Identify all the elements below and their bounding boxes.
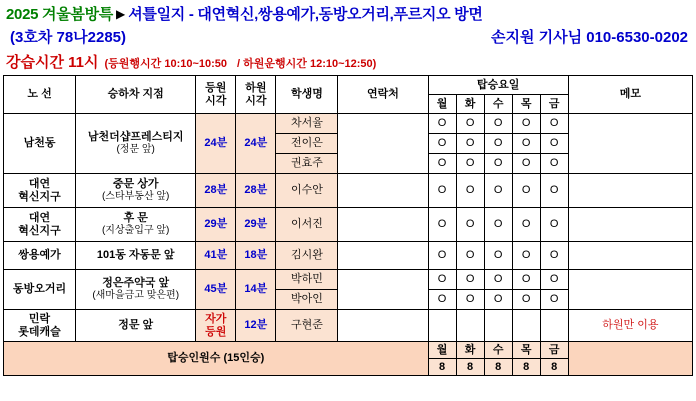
footer-day-mon: 월 xyxy=(428,342,456,359)
cell-route-l1: 대연 xyxy=(28,211,51,224)
lesson-time: 강습시간 11시 xyxy=(6,54,99,71)
cell-stop xyxy=(76,174,196,208)
cell-day-fri: O xyxy=(540,154,568,174)
cell-memo: 하원만 이용 xyxy=(568,310,692,342)
cell-day-fri: O xyxy=(540,114,568,134)
cell-contact xyxy=(338,208,428,242)
cell-route-l1: 민락 xyxy=(28,312,51,325)
cell-student: 권효주 xyxy=(276,154,338,174)
cell-day-wed: O xyxy=(484,134,512,154)
bus-number: (3호차 78나2285) xyxy=(10,29,127,46)
cell-day-mon: O xyxy=(428,208,456,242)
cell-return: 12분 xyxy=(236,310,276,342)
th-student: 학생명 xyxy=(276,76,338,114)
cell-departure: 29분 xyxy=(196,208,236,242)
cell-stop-sub: (정문 앞) xyxy=(116,144,155,156)
cell-stop-main: 후 문 xyxy=(123,212,148,225)
table-row xyxy=(4,270,693,290)
cell-student: 박하민 xyxy=(276,270,338,290)
cell-day-mon: O xyxy=(428,134,456,154)
cell-day-wed xyxy=(484,310,512,342)
cell-day-thu: O xyxy=(512,208,540,242)
cell-memo xyxy=(568,270,692,310)
header-line-title xyxy=(0,0,696,24)
cell-departure-l1: 자가 xyxy=(205,312,227,325)
shuttle-table xyxy=(3,75,693,376)
cell-day-thu xyxy=(512,310,540,342)
cell-day-tue: O xyxy=(456,242,484,270)
cell-stop-sub: (지상출입구 앞) xyxy=(101,225,170,237)
cell-day-mon: O xyxy=(428,114,456,134)
table-body xyxy=(4,114,693,376)
cell-day-mon: O xyxy=(428,270,456,290)
cell-route-l2: 롯데캐슬 xyxy=(18,325,61,338)
table-row xyxy=(4,310,693,342)
footer-count-thu: 8 xyxy=(512,359,540,376)
th-departure-l2: 시각 xyxy=(205,94,227,107)
year-title: 2025 겨울봄방특 xyxy=(6,6,113,23)
footer-day-thu: 목 xyxy=(512,342,540,359)
route-title: 셔틀일지 - 대연혁신,쌍용예가,동방오거리,푸르지오 방면 xyxy=(128,6,483,23)
cell-memo xyxy=(568,174,692,208)
header-line-bus xyxy=(0,24,696,47)
cell-route xyxy=(4,208,76,242)
cell-route xyxy=(4,174,76,208)
table-footer-day-row xyxy=(4,342,693,359)
cell-return: 24분 xyxy=(236,114,276,174)
cell-route-l2: 혁신지구 xyxy=(18,190,61,203)
cell-stop-main: 중문 상가 xyxy=(112,178,159,191)
cell-student: 구현준 xyxy=(276,310,338,342)
cell-route: 쌍용예가 xyxy=(4,242,76,270)
th-departure-time xyxy=(196,76,236,114)
footer-count-mon: 8 xyxy=(428,359,456,376)
table-row xyxy=(4,114,693,134)
table-header-row xyxy=(4,76,693,95)
cell-departure: 41분 xyxy=(196,242,236,270)
cell-day-wed: O xyxy=(484,290,512,310)
cell-day-tue: O xyxy=(456,114,484,134)
cell-day-wed: O xyxy=(484,174,512,208)
footer-day-fri: 금 xyxy=(540,342,568,359)
cell-contact xyxy=(338,114,428,174)
cell-memo xyxy=(568,114,692,174)
cell-student: 차서율 xyxy=(276,114,338,134)
cell-contact xyxy=(338,242,428,270)
cell-memo xyxy=(568,242,692,270)
cell-departure: 24분 xyxy=(196,114,236,174)
cell-day-thu: O xyxy=(512,270,540,290)
table-row xyxy=(4,174,693,208)
cell-stop xyxy=(76,310,196,342)
th-return-l1: 하원 xyxy=(245,81,267,94)
table-row xyxy=(4,242,693,270)
th-departure-l1: 등원 xyxy=(205,81,227,94)
cell-student: 이서진 xyxy=(276,208,338,242)
cell-day-tue: O xyxy=(456,290,484,310)
cell-day-wed: O xyxy=(484,114,512,134)
cell-day-mon: O xyxy=(428,154,456,174)
cell-day-mon: O xyxy=(428,242,456,270)
cell-day-tue: O xyxy=(456,154,484,174)
th-day-fri: 금 xyxy=(540,95,568,114)
cell-day-wed: O xyxy=(484,242,512,270)
cell-return: 28분 xyxy=(236,174,276,208)
cell-route-l2: 혁신지구 xyxy=(18,224,61,237)
th-stop: 승하차 지점 xyxy=(76,76,196,114)
th-memo: 메모 xyxy=(568,76,692,114)
cell-student: 이수안 xyxy=(276,174,338,208)
cell-student: 김시완 xyxy=(276,242,338,270)
cell-stop xyxy=(76,208,196,242)
cell-return: 14분 xyxy=(236,270,276,310)
cell-stop-main: 남천더샵프레스티지 xyxy=(87,131,184,144)
footer-count-tue: 8 xyxy=(456,359,484,376)
cell-day-fri: O xyxy=(540,242,568,270)
footer-count-fri: 8 xyxy=(540,359,568,376)
arrow-icon: ▶ xyxy=(116,6,126,21)
cell-day-mon: O xyxy=(428,174,456,208)
cell-student: 박아인 xyxy=(276,290,338,310)
header-line-lesson xyxy=(0,47,696,75)
cell-stop-sub: (새마을금고 맞은편) xyxy=(92,290,180,302)
footer-memo xyxy=(568,342,692,376)
cell-stop-sub: (스타부동산 앞) xyxy=(101,191,170,203)
footer-day-wed: 수 xyxy=(484,342,512,359)
cell-route-l1: 대연 xyxy=(28,177,51,190)
cell-stop xyxy=(76,242,196,270)
th-day-mon: 월 xyxy=(428,95,456,114)
cell-departure: 28분 xyxy=(196,174,236,208)
driver-info: 손지원 기사님 010-6530-0202 xyxy=(490,29,688,46)
cell-day-wed: O xyxy=(484,270,512,290)
cell-contact xyxy=(338,310,428,342)
cell-departure xyxy=(196,310,236,342)
cell-day-thu: O xyxy=(512,290,540,310)
cell-day-thu: O xyxy=(512,154,540,174)
th-return-time xyxy=(236,76,276,114)
cell-stop-main: 정문 앞 xyxy=(118,319,154,332)
cell-route xyxy=(4,310,76,342)
cell-day-fri xyxy=(540,310,568,342)
cell-day-tue: O xyxy=(456,134,484,154)
cell-return: 29분 xyxy=(236,208,276,242)
cell-stop xyxy=(76,114,196,174)
th-route: 노 선 xyxy=(4,76,76,114)
cell-day-fri: O xyxy=(540,174,568,208)
cell-route: 동방오거리 xyxy=(4,270,76,310)
cell-day-fri: O xyxy=(540,270,568,290)
cell-day-wed: O xyxy=(484,154,512,174)
cell-stop xyxy=(76,270,196,310)
cell-day-tue: O xyxy=(456,208,484,242)
footer-total-label: 탑승인원수 (15인승) xyxy=(4,342,429,376)
cell-day-thu: O xyxy=(512,114,540,134)
cell-stop-main: 101동 자동문 앞 xyxy=(96,249,175,262)
cell-day-thu: O xyxy=(512,174,540,208)
table-row xyxy=(4,208,693,242)
cell-route: 남천동 xyxy=(4,114,76,174)
cell-day-fri: O xyxy=(540,290,568,310)
cell-day-fri: O xyxy=(540,208,568,242)
cell-stop-main: 정은주약국 앞 xyxy=(102,277,170,290)
th-return-l2: 시각 xyxy=(245,94,267,107)
footer-day-tue: 화 xyxy=(456,342,484,359)
cell-day-tue: O xyxy=(456,174,484,208)
cell-memo xyxy=(568,208,692,242)
departure-time-note: (등원행시간 10:10~10:50 xyxy=(104,58,228,70)
cell-departure-l2: 등원 xyxy=(205,325,227,338)
th-day-wed: 수 xyxy=(484,95,512,114)
cell-day-thu: O xyxy=(512,242,540,270)
th-day-tue: 화 xyxy=(456,95,484,114)
cell-day-tue: O xyxy=(456,270,484,290)
cell-day-fri: O xyxy=(540,134,568,154)
cell-day-mon xyxy=(428,310,456,342)
cell-return: 18분 xyxy=(236,242,276,270)
cell-day-wed: O xyxy=(484,208,512,242)
th-days: 탑승요일 xyxy=(428,76,568,95)
cell-day-mon: O xyxy=(428,290,456,310)
cell-student: 전이은 xyxy=(276,134,338,154)
cell-day-tue xyxy=(456,310,484,342)
th-contact: 연락처 xyxy=(338,76,428,114)
cell-departure: 45분 xyxy=(196,270,236,310)
footer-count-wed: 8 xyxy=(484,359,512,376)
th-day-thu: 목 xyxy=(512,95,540,114)
cell-contact xyxy=(338,270,428,310)
return-time-note: / 하원운행시간 12:10~12:50) xyxy=(237,58,377,70)
cell-contact xyxy=(338,174,428,208)
cell-day-thu: O xyxy=(512,134,540,154)
